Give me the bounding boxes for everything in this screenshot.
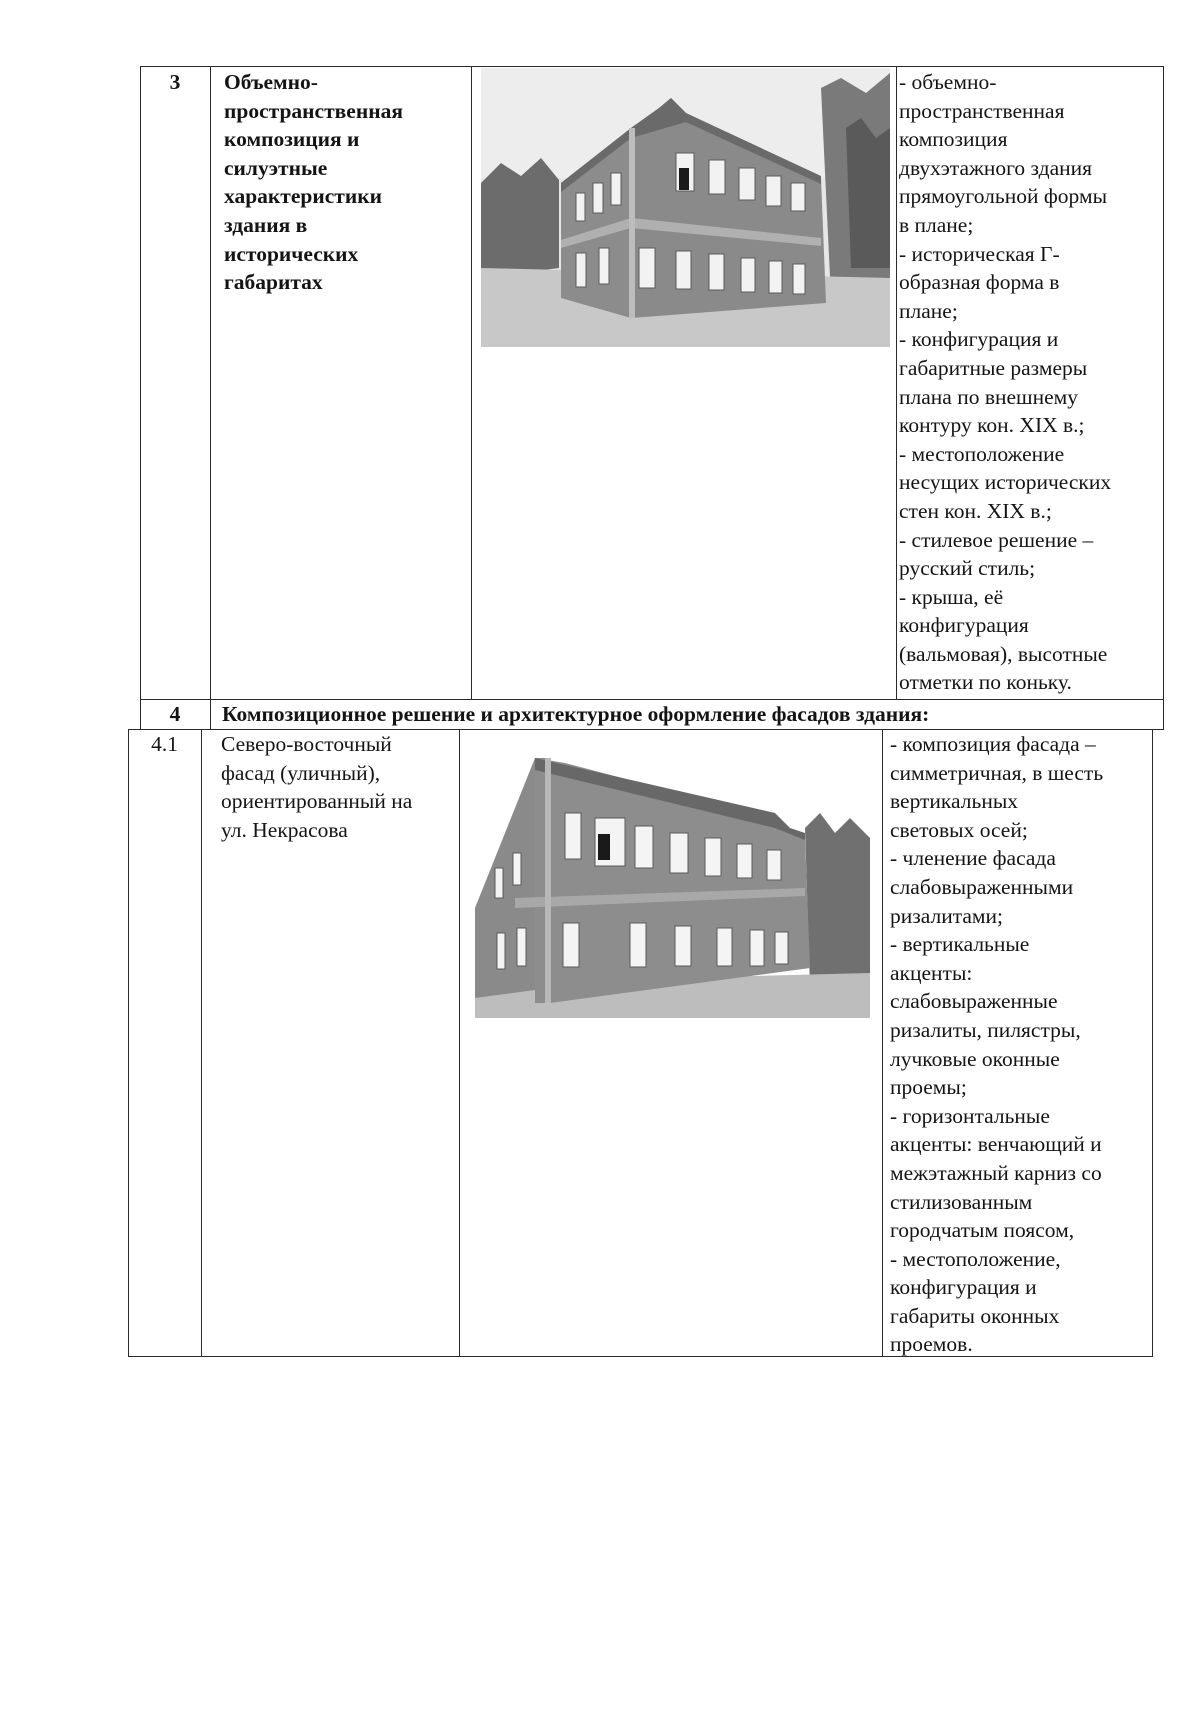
row-description: - композиция фасада – симметричная, в шесть вертикальных световых осей; - членение фасада слабовыраженными ризалитами; - вертикальные акценты: слабовыраженные ризалиты, пилястры, лучковые оконные проемы; - горизонтальные акценты: венчающий и межэтажный карниз со стилизованным городчатым поясом, - местоположение, конфигурация и габариты оконных проемов. — [890, 732, 1104, 1357]
cell-divider — [210, 699, 211, 730]
building-photo-corner-view — [481, 68, 890, 347]
cell-divider — [459, 729, 460, 1357]
cell-divider — [882, 729, 883, 1357]
cell-divider — [471, 66, 472, 700]
row-number: 3 — [169, 70, 181, 94]
row-title: Объемно- пространственная композиция и силуэтные характеристики здания в исторических габаритах — [224, 70, 403, 295]
cell-divider — [896, 66, 897, 700]
building-photo-street-facade — [475, 758, 870, 1018]
row-number: 4 — [169, 702, 181, 726]
section-heading: Композиционное решение и архитектурное оформление фасадов здания: — [222, 702, 930, 726]
cell-divider — [210, 66, 211, 700]
cell-divider — [201, 729, 202, 1357]
row-number: 4.1 — [151, 732, 178, 756]
row-title: Северо-восточный фасад (уличный), ориентированный на ул. Некрасова — [221, 732, 413, 842]
row-description: - объемно- пространственная композиция двухэтажного здания прямоугольной формы в плане; - историческая Г- образная форма в плане; - конфигурация и габаритные размеры плана по внешнему контуру кон. XIX в.; - местоположение несущих исторических стен кон. XIX в.; - стилевое решение – русский стиль; - крыша, её конфигурация (вальмовая), высотные отметки по коньку. — [899, 70, 1112, 695]
